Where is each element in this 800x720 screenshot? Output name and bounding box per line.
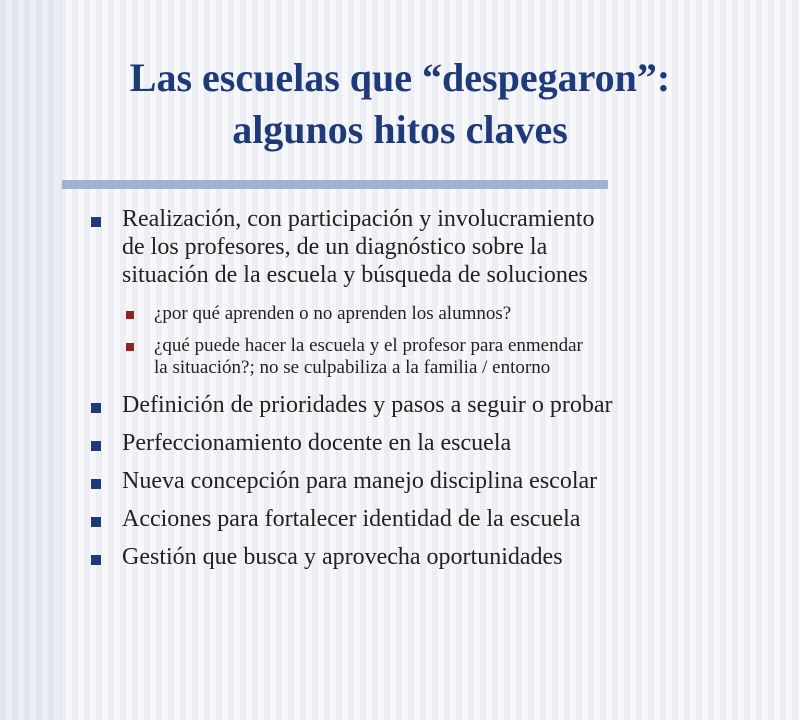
square-subbullet-icon: [126, 311, 134, 319]
square-bullet-icon: [91, 555, 101, 565]
bullet-item-prioridades: [90, 391, 790, 419]
bullet-text-line: situación de la escuela y búsqueda de soluciones: [122, 262, 588, 288]
slide-title-line-1: Las escuelas que “despegaron”:: [129, 55, 671, 100]
bullet-item-perfeccionamiento: [90, 429, 790, 457]
bullet-text-line: Realización, con participación y involucramiento: [122, 206, 595, 232]
bullet-text: Acciones para fortalecer identidad de la escuela: [122, 506, 581, 532]
bullet-text: Nueva concepción para manejo disciplina escolar: [122, 468, 598, 494]
bullet-item-identidad: [90, 505, 790, 533]
bullet-text: Perfeccionamiento docente en la escuela: [122, 430, 512, 456]
bullet-text-line: de los profesores, de un diagnóstico sobre la: [122, 234, 548, 260]
slide-title: [40, 52, 760, 156]
square-bullet-icon: [91, 517, 101, 527]
sub-bullet-text-line: ¿por qué aprenden o no aprenden los alumnos?: [154, 303, 512, 324]
bullet-item-gestion: [90, 543, 790, 571]
square-bullet-icon: [91, 479, 101, 489]
bullet-item-diagnostico: [90, 205, 790, 379]
bullet-text: Gestión que busca y aprovecha oportunidades: [122, 544, 563, 570]
bullet-item-disciplina: [90, 467, 790, 495]
sub-bullet-text-line: ¿qué puede hacer la escuela y el profesor para enmendar: [154, 335, 583, 356]
bullet-text: Definición de prioridades y pasos a seguir o probar: [122, 392, 613, 418]
slide-title-line-2: algunos hitos claves: [232, 107, 568, 152]
sub-bullet-text-line: la situación?; no se culpabiliza a la familia / entorno: [154, 357, 551, 378]
square-subbullet-icon: [126, 343, 134, 351]
square-bullet-icon: [91, 403, 101, 413]
sub-bullet-list: [122, 303, 790, 379]
sub-bullet-item-por-que: [122, 303, 790, 325]
title-underline-rule: [62, 180, 608, 189]
sub-bullet-item-que-puede: [122, 335, 790, 379]
square-bullet-icon: [91, 217, 101, 227]
square-bullet-icon: [91, 441, 101, 451]
bullet-list: [90, 205, 790, 581]
